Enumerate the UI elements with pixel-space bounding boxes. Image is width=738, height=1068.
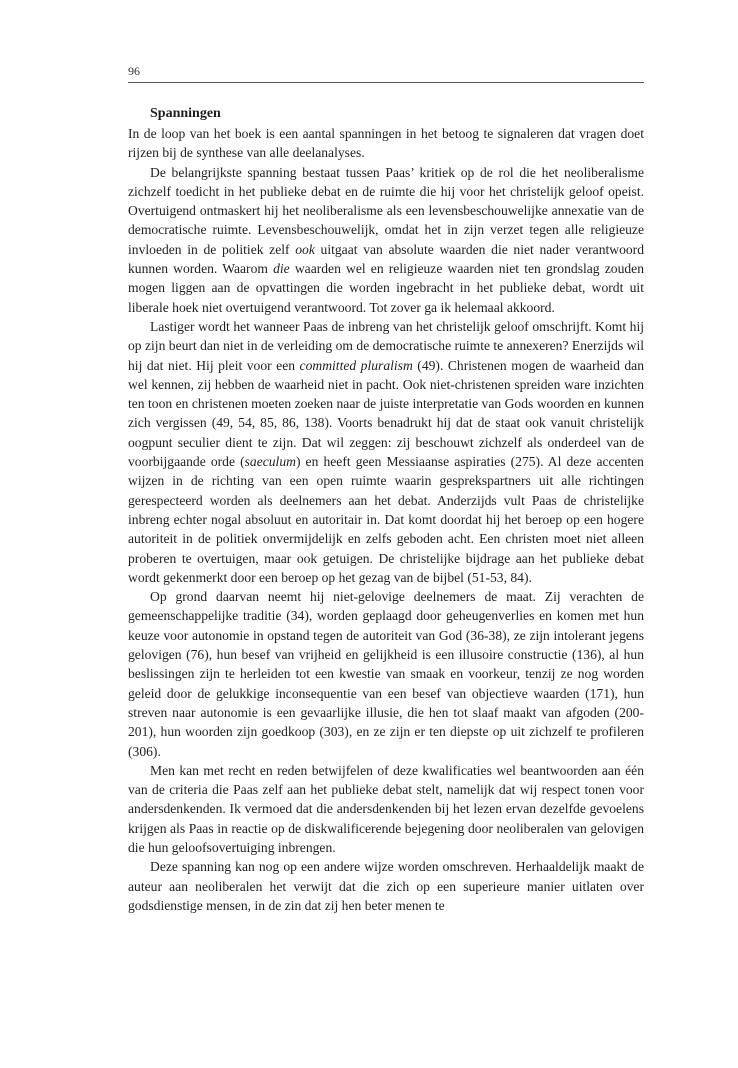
paragraph-container [128,124,644,915]
text-segment: waarden wel en religieuze waarden niet ten grondslag zouden mogen liggen aan de opvattingen die worden ingebracht in het publieke debat, wordt uit liberale hoek niet overtuigend verantwoord. Tot zover ga ik helemaal akkoord. [128,261,644,315]
text-segment: Lastiger wordt het wanneer Paas de inbreng van het christelijk geloof omschrijft. Komt hij op zijn beurt dan niet in de verleiding om de democratische ruimte te annexeren? Enerzijds wil hij dat niet. Hij pleit voor een [128,318,644,373]
page-number: 96 [128,64,140,78]
text-segment: De belangrijkste spanning bestaat tussen Paas’ kritiek op de rol die het neoliberalisme zichzelf toedicht in het publieke debat en de ruimte die hij voor het christelijk geloof opeist. Overtuigend ontmaskert hij het neoliberalisme als een levensbeschouwelijke annexatie van de democratische ruimte. Levensbeschouwelijk, omdat het in zijn verzet tegen alle religieuze invloeden in de politiek zelf [128,164,644,257]
paragraph [128,857,644,915]
text-segment: ) en heeft geen Messiaanse aspiraties (275). Al deze accenten wijzen in de richting van een open ruimte waarin gesprekspartners uit alle richtingen gerespecteerd worden als deelnemers aan het debat. Anderzijds vult Paas de christelijke inbreng echter nogal absoluut en autoritair in. Dat komt doordat hij het beroep op een hogere autoriteit in de politiek onvermijdelijk en zelfs geboden acht. Een christen moet niet alleen proberen te overtuigen, maar ook getuigen. De christelijke bijdrage aan het publieke debat wordt gekenmerkt door een beroep op het gezag van de bijbel (51-53, 84). [128,454,644,585]
section-title: Spanningen [150,106,221,121]
text-segment: Men kan met recht en reden betwijfelen of deze kwalificaties wel beantwoorden aan één van de criteria die Paas zelf aan het publieke debat stelt, namelijk dat wij respect tonen voor andersdenkenden. Ik vermoed dat die andersdenkenden bij het lezen ervan dezelfde gevoelens krijgen als Paas in reactie op de diskwalificerende bejegening door neoliberalen van gelovigen die hun geloofsovertuiging inbrengen. [128,762,644,855]
paragraph [128,761,644,857]
text-segment: (49). Christenen mogen de waarheid dan wel kennen, zij hebben de waarheid niet in pacht. Ook niet-christenen spreiden ware inzichten ten toon en christenen moeten zoeken naar de juiste interpretatie van Gods woorden en kunnen zich vergissen (49, 54, 85, 86, 138). Voorts benadrukt hij dat de staat ook vanuit christelijk oogpunt seculier dient te zijn. Dat wil zeggen: zij beschouwt zichzelf als onderdeel van de voorbijgaande orde ( [128,357,644,470]
text-segment: Op grond daarvan neemt hij niet-gelovige deelnemers de maat. Zij verachten de gemeenschappelijke traditie (34), worden geplaagd door geheugenverlies en komen met hun keuze voor autonomie in opstand tegen de autoriteit van God (36-38), ze zijn intolerant jegens gelovigen (76), hun besef van vrijheid en gelijkheid is een illusoire constructie (136), al hun beslissingen zijn te herleiden tot een kwestie van smaak en voorkeur, tenzij ze nog worden geleid door de gelukkige inconsequentie van een besef van objectieve waarden (171), hun streven naar autonomie is een gevaarlijke illusie, die hen tot slaaf maakt van afgoden (200-201), hun woorden zijn goedkoop (303), en ze zijn er ten diepste op uit zichzelf te profileren (306). [128,589,644,759]
italic-text: saeculum [244,454,296,470]
paragraph [128,163,644,317]
body-text [128,104,644,915]
paragraph [128,317,644,587]
paragraph [128,587,644,761]
text-segment: uitgaat van absolute waarden die niet nader verantwoord kunnen worden. Waarom [128,241,645,277]
text-segment: In de loop van het boek is een aantal spanningen in het betoog te signaleren dat vragen doet rijzen bij de synthese van alle deelanalyses. [128,126,644,161]
paragraph [128,124,644,163]
italic-text: committed pluralism [299,357,413,373]
text-segment: Deze spanning kan nog op een andere wijze worden omschreven. Herhaaldelijk maakt de auteur aan neoliberalen het verwijt dat die zich op een superieure manier uitlaten over godsdienstige mensen, in de zin dat zij hen beter menen te [128,859,644,913]
italic-text: ook [295,241,315,257]
italic-text: die [273,261,290,277]
running-header [128,60,644,83]
